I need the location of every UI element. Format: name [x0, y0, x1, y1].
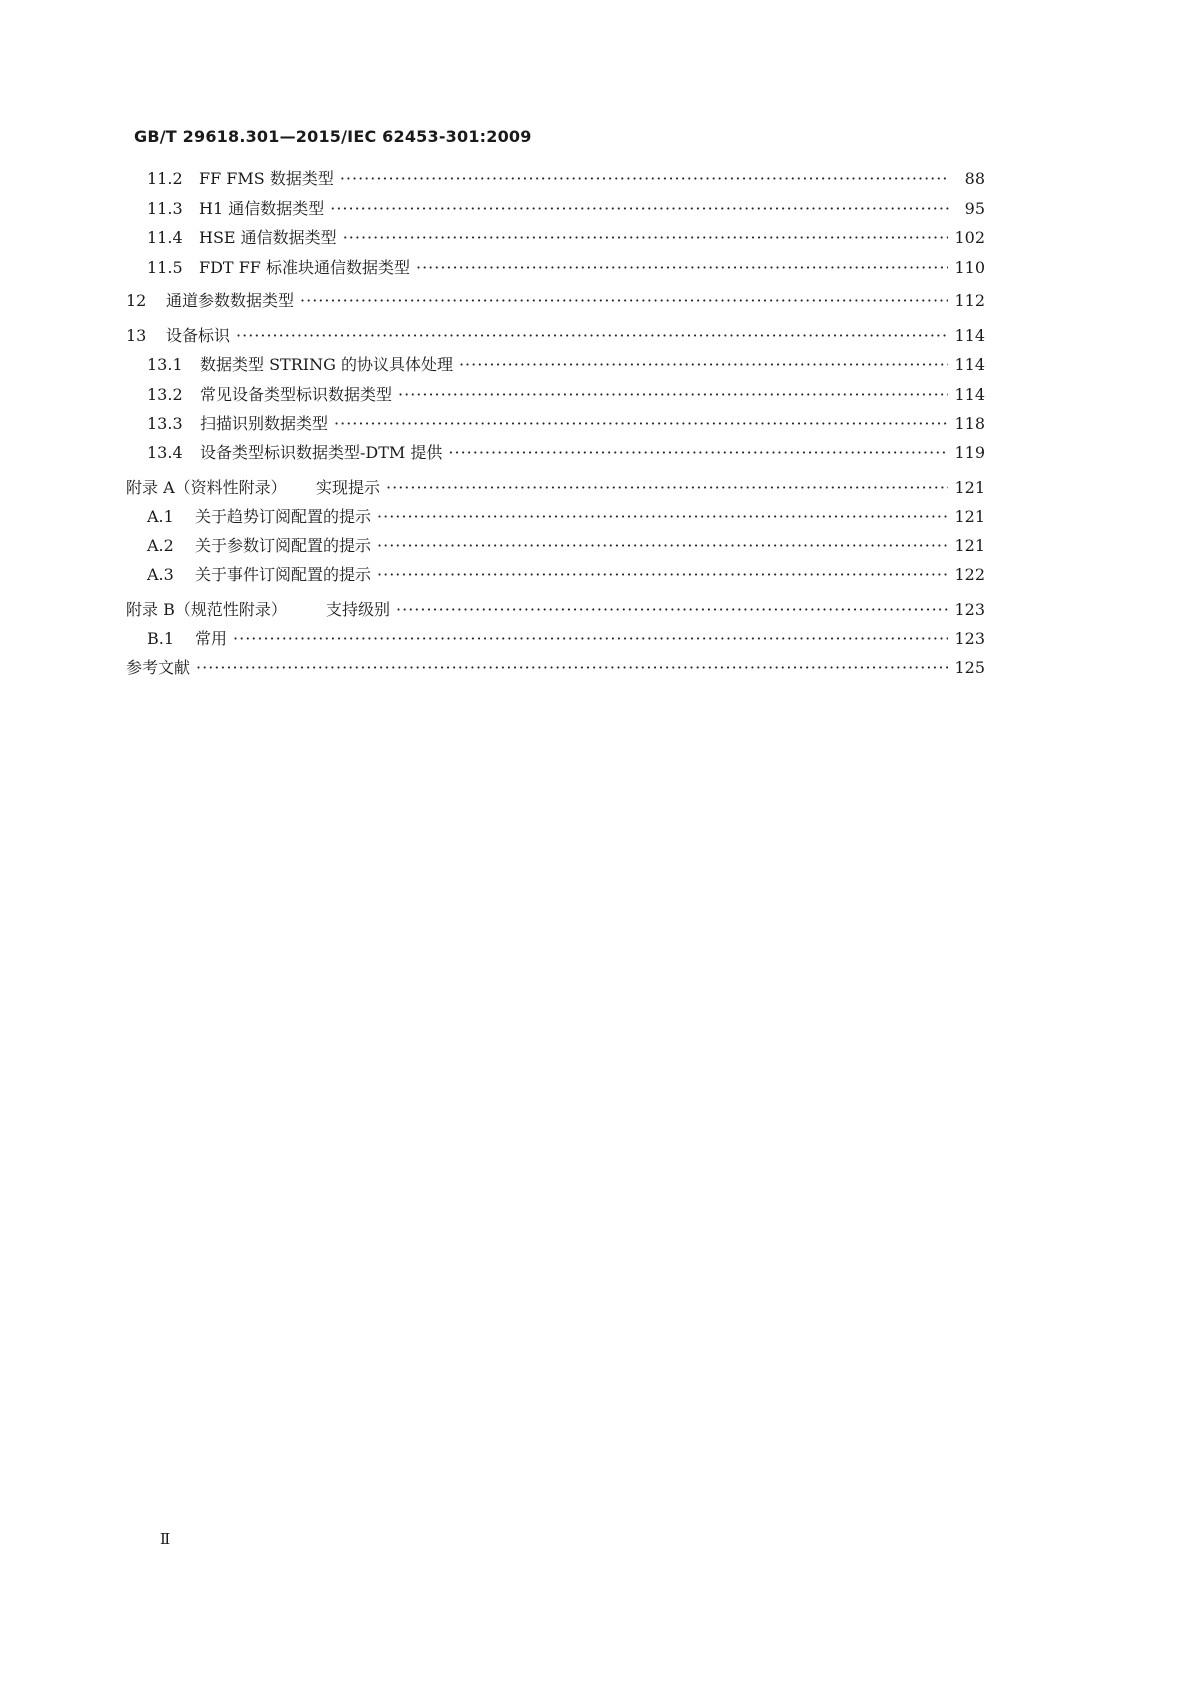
toc-entry-title: 设备标识	[166, 326, 231, 345]
toc-entry-title: 支持级别	[326, 600, 391, 619]
page-number: Ⅱ	[160, 1530, 171, 1548]
toc-entry[interactable]	[147, 628, 985, 650]
toc-entry-number: B.1	[147, 629, 175, 648]
toc-leader	[233, 628, 948, 650]
toc-leader	[377, 564, 948, 586]
toc-entry-number: 11.2	[147, 169, 183, 188]
toc-entry-number: A.2	[147, 536, 174, 555]
toc-entry-number: 13.4	[147, 443, 183, 462]
toc-leader	[300, 290, 948, 312]
toc-entry-number: 13	[126, 326, 147, 345]
toc-entry-page: 118	[954, 414, 985, 433]
toc-entry[interactable]	[147, 227, 985, 249]
toc-leader	[236, 325, 948, 347]
toc-leader	[334, 413, 948, 435]
toc-entry[interactable]	[126, 325, 985, 347]
toc-entry-page: 122	[954, 565, 985, 584]
toc-entry-number: 13.3	[147, 414, 183, 433]
toc-entry[interactable]	[147, 506, 985, 528]
toc-leader	[330, 198, 949, 220]
toc-entry-number: 11.3	[147, 199, 183, 218]
toc-entry-page: 110	[954, 258, 985, 277]
toc-entry-title: 常用	[195, 629, 228, 648]
toc-leader	[459, 354, 948, 376]
toc-entry-page: 123	[954, 629, 985, 648]
toc-entry[interactable]	[147, 535, 985, 557]
toc-entry-number: 附录 A（资料性附录）	[126, 478, 287, 497]
toc-entry[interactable]	[147, 168, 985, 190]
toc-entry-page: 114	[954, 355, 985, 374]
toc-entry-page: 119	[954, 443, 985, 462]
toc-entry-page: 114	[954, 385, 985, 404]
toc-entry-page: 95	[964, 199, 985, 218]
document-header	[134, 127, 532, 146]
toc-leader	[386, 477, 948, 499]
toc-leader	[343, 227, 949, 249]
toc-entry-page: 123	[954, 600, 985, 619]
toc-leader	[196, 657, 948, 679]
toc-entry-title: 通道参数数据类型	[166, 291, 295, 310]
toc-entry-number: 11.5	[147, 258, 183, 277]
toc-entry[interactable]	[147, 198, 985, 220]
toc-leader	[396, 599, 948, 621]
toc-entry-title: FDT FF 标准块通信数据类型	[199, 258, 410, 277]
toc-entry-title: 数据类型 STRING 的协议具体处理	[200, 355, 453, 374]
toc-entry-page: 88	[964, 169, 985, 188]
toc-leader	[448, 442, 948, 464]
toc-entry-title: 常见设备类型标识数据类型	[200, 385, 393, 404]
toc-entry-number: A.1	[147, 507, 174, 526]
toc-entry-title: 关于事件订阅配置的提示	[195, 565, 372, 584]
toc-entry-title: 关于参数订阅配置的提示	[195, 536, 372, 555]
toc-leader	[377, 506, 948, 528]
toc-entry[interactable]	[126, 477, 985, 499]
toc-entry-title: 扫描识别数据类型	[200, 414, 329, 433]
toc-entry-title: 实现提示	[316, 478, 381, 497]
toc-entry-title: H1 通信数据类型	[199, 199, 325, 218]
toc-entry-number: 13.1	[147, 355, 183, 374]
toc-entry[interactable]	[147, 442, 985, 464]
toc-entry-title: HSE 通信数据类型	[199, 228, 337, 247]
toc-entry-page: 112	[954, 291, 985, 310]
toc-entry-number: 附录 B（规范性附录）	[126, 600, 287, 619]
toc-entry[interactable]	[147, 257, 985, 279]
toc-leader	[340, 168, 949, 190]
toc-entry[interactable]	[147, 354, 985, 376]
toc-entry-page: 121	[954, 478, 985, 497]
toc-entry-page: 102	[954, 228, 985, 247]
toc-entry-number: 11.4	[147, 228, 183, 247]
toc-entry[interactable]	[147, 384, 985, 406]
toc-entry[interactable]	[147, 413, 985, 435]
toc-entry-title: FF FMS 数据类型	[199, 169, 334, 188]
toc-entry-page: 121	[954, 536, 985, 555]
toc-entry-number: 12	[126, 291, 147, 310]
standard-code: GB/T 29618.301—2015/IEC 62453-301:2009	[134, 127, 532, 146]
toc-leader	[416, 257, 948, 279]
toc-entry-title: 关于趋势订阅配置的提示	[195, 507, 372, 526]
toc-entry-page: 121	[954, 507, 985, 526]
toc-entry-page: 114	[954, 326, 985, 345]
toc-entry[interactable]	[126, 290, 985, 312]
toc-entry-number: A.3	[147, 565, 174, 584]
toc-entry[interactable]	[126, 657, 985, 679]
toc-leader	[398, 384, 948, 406]
toc-leader	[377, 535, 948, 557]
toc-entry[interactable]	[126, 599, 985, 621]
toc-entry-title: 设备类型标识数据类型-DTM 提供	[200, 443, 443, 462]
toc-entry-number: 13.2	[147, 385, 183, 404]
toc-entry[interactable]	[147, 564, 985, 586]
toc-entry-page: 125	[954, 658, 985, 677]
toc-entry-title: 参考文献	[126, 658, 191, 677]
